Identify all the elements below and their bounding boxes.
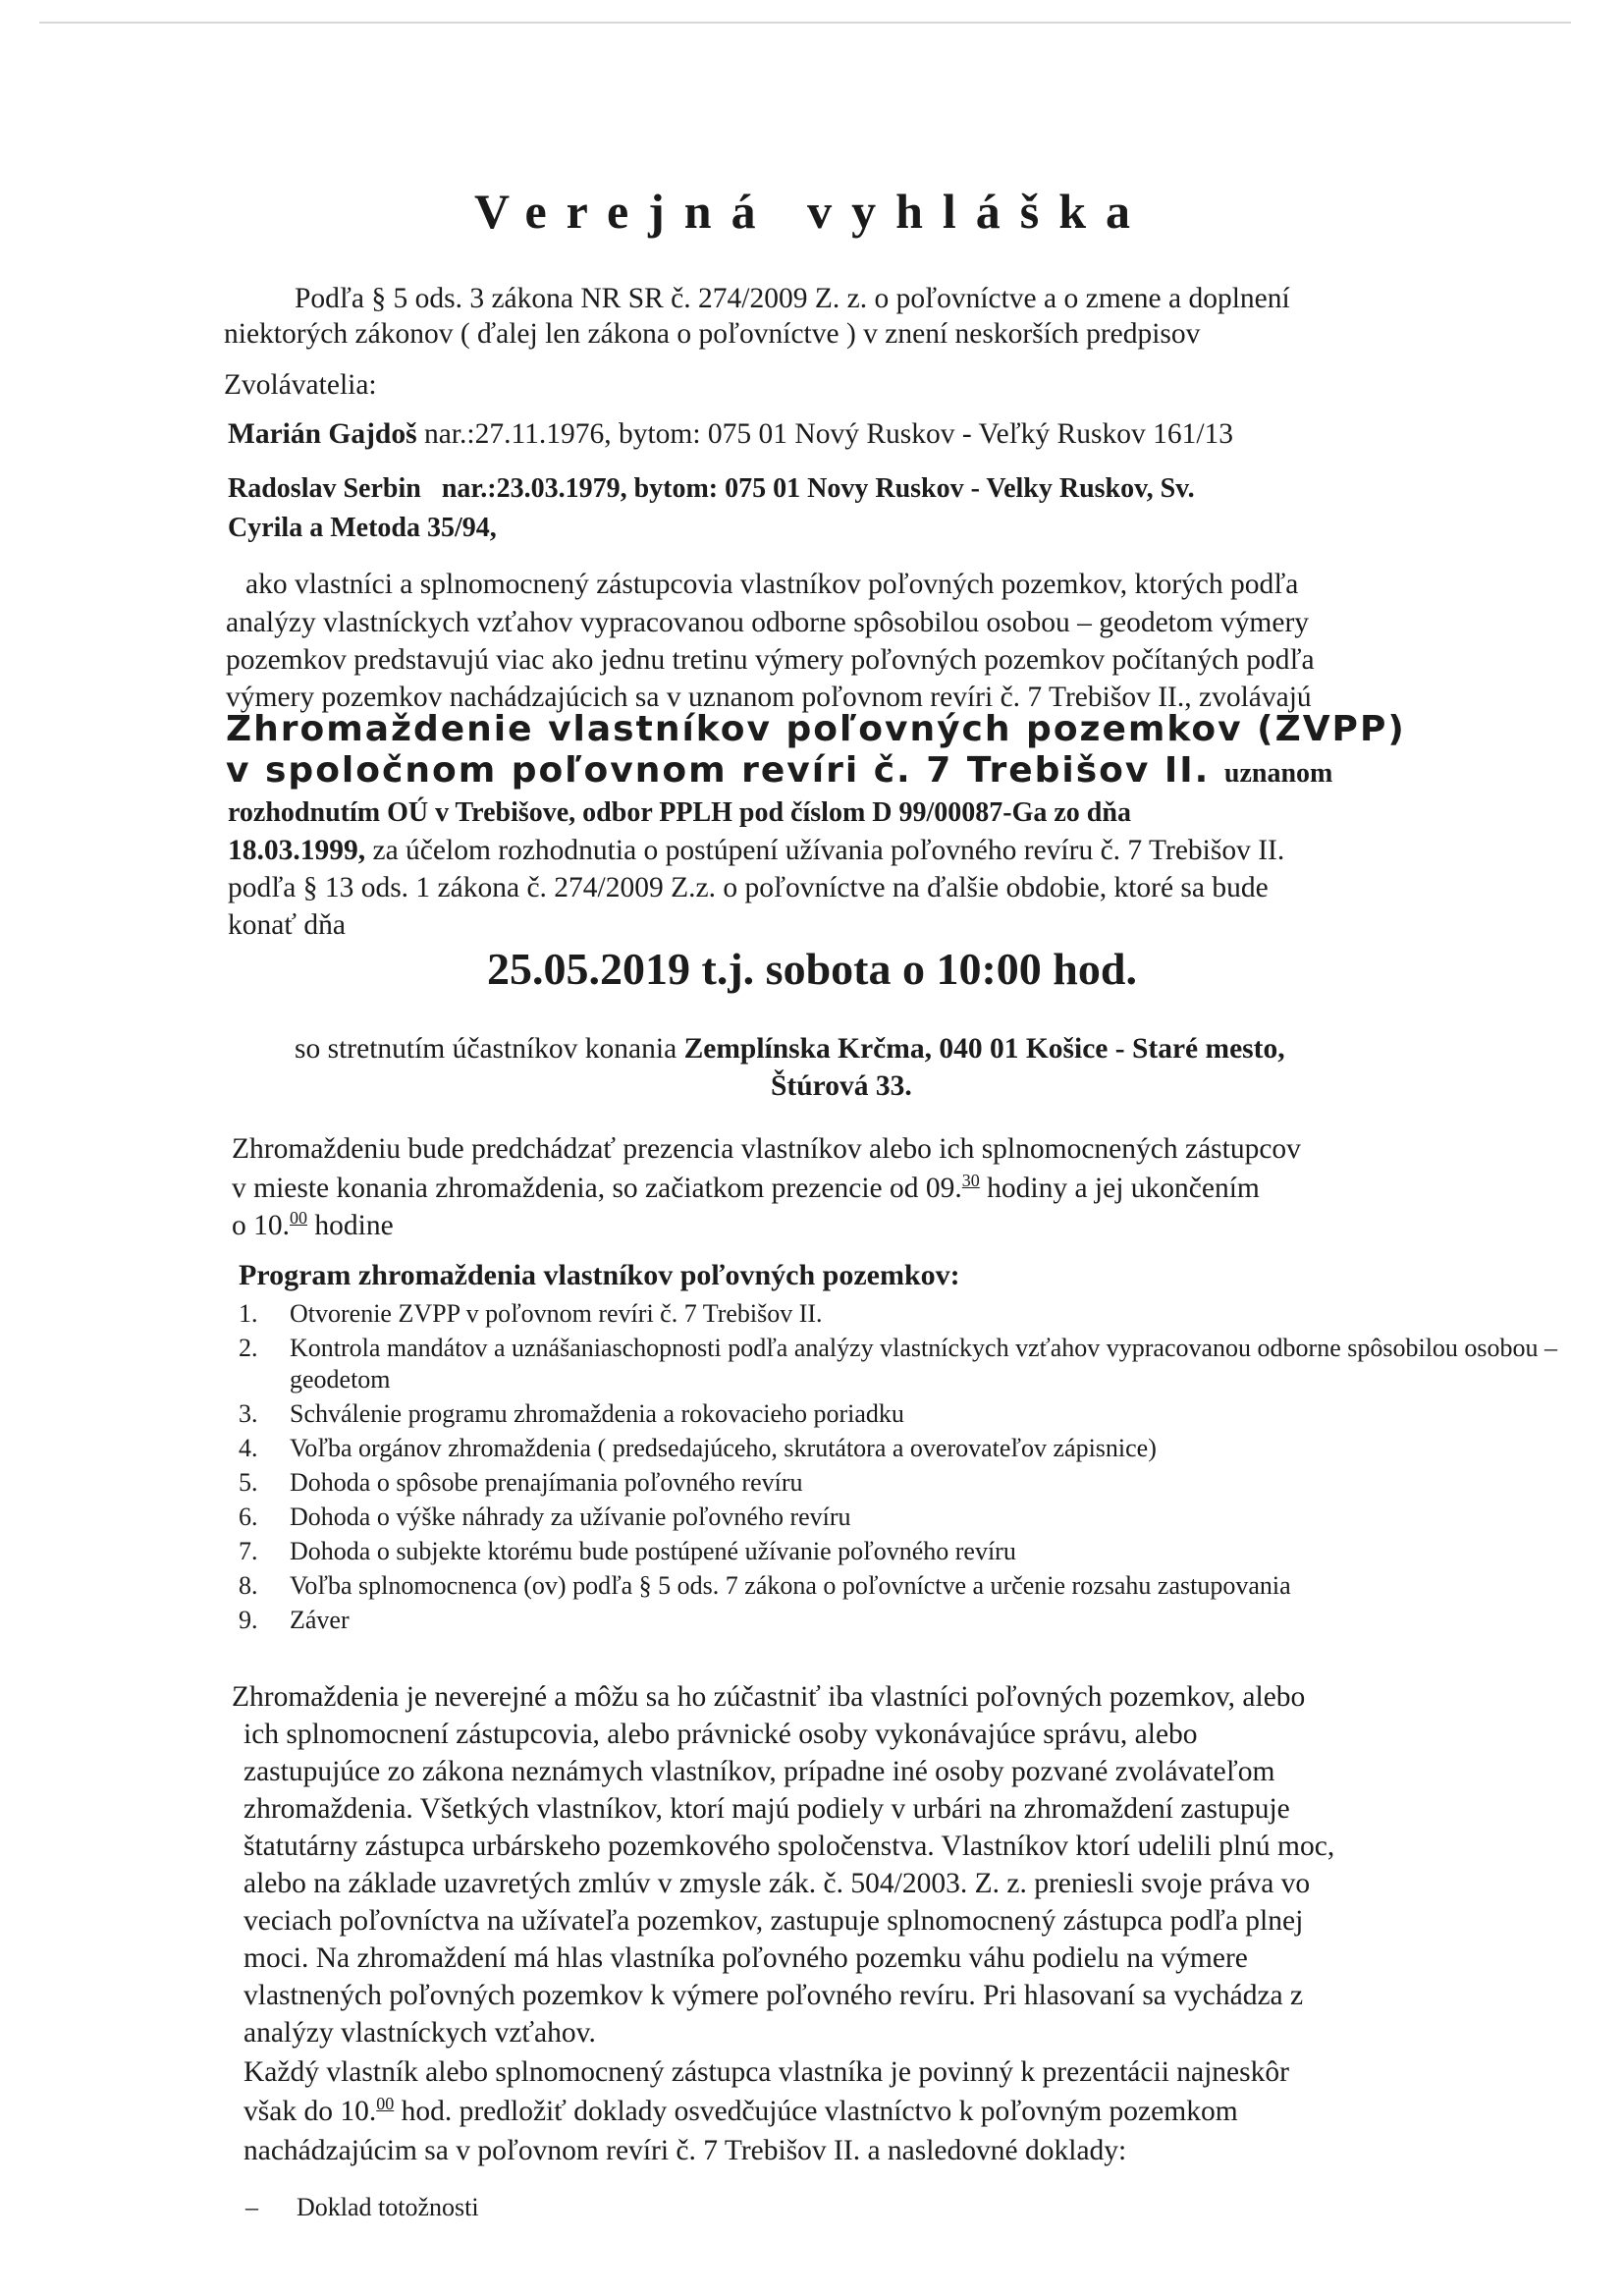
assembly-date-intro: konať dňa xyxy=(228,909,346,941)
program-item xyxy=(239,1333,1566,1395)
program-item-text: Dohoda o spôsobe prenajímania poľovného revíru xyxy=(290,1468,803,1497)
closing-line-3: zastupujúce zo zákona neznámych vlastníkov, prípadne iné osoby pozvané zvolávateľom xyxy=(244,1756,1275,1787)
assembly-heading-line-2-tail: uznanom xyxy=(1223,758,1333,789)
program-item xyxy=(239,1502,1566,1533)
convenor-2-line-2: Cyrila a Metoda 35/94, xyxy=(228,513,497,543)
closing-line-5: štatutárny zástupca urbárskeho pozemkového spoločenstva. Vlastníkov ktorí udelili plnú moc, xyxy=(244,1831,1335,1862)
closing-line-9: vlastnených poľovných pozemkov k výmere poľovného revíru. Pri hlasovaní sa vychádza z xyxy=(244,1980,1304,2011)
program-item-text: Záver xyxy=(290,1606,350,1634)
program-item-number: 6. xyxy=(239,1503,258,1531)
program-item xyxy=(239,1298,1566,1330)
venue-place: Zemplínska Krčma, 040 01 Košice - Staré mesto, xyxy=(683,1033,1285,1065)
program-item-text: Dohoda o výške náhrady za užívanie poľovného revíru xyxy=(290,1503,851,1531)
scan-edge-line xyxy=(39,22,1571,24)
program-item-text: Voľba orgánov zhromaždenia ( predsedajúceho, skrutátora a overovateľov zápisnice) xyxy=(290,1434,1157,1462)
venue-prefix: so stretnutím účastníkov konania xyxy=(295,1033,677,1065)
closing-line-7: veciach poľovníctva na užívateľa pozemkov, zastupuje splnomocnený zástupca podľa plnej xyxy=(244,1905,1304,1937)
program-item-number: 2. xyxy=(239,1334,258,1362)
closing-line-1: Zhromaždenia je neverejné a môžu sa ho zúčastniť iba vlastníci poľovných pozemkov, alebo xyxy=(232,1681,1306,1713)
closing-line-10: analýzy vlastníckych vzťahov. xyxy=(244,2017,596,2049)
convenor-2-line-1: nar.:23.03.1979, bytom: 075 01 Novy Ruskov - Velky Ruskov, Sv. xyxy=(441,473,1195,504)
program-heading: Program zhromaždenia vlastníkov poľovných pozemkov: xyxy=(239,1259,960,1291)
assembly-heading-line-1: Zhromaždenie vlastníkov poľovných pozemkov (ZVPP) xyxy=(226,709,1406,749)
program-item xyxy=(239,1398,1566,1430)
closing-line-8: moci. Na zhromaždení má hlas vlastníka poľovného pozemku váhu podielu na výmere xyxy=(244,1942,1248,1974)
convenor-2-name: Radoslav Serbin xyxy=(228,473,421,504)
document-list-item xyxy=(245,2193,479,2222)
registration-line-1: Zhromaždeniu bude predchádzať prezencia vlastníkov alebo ich splnomocnených zástupcov xyxy=(232,1133,1301,1165)
document-list-item-text: Doklad totožnosti xyxy=(297,2193,479,2221)
assembly-heading-line-2-text: v spoločnom poľovnom revíri č. 7 Trebišov II. xyxy=(226,750,1211,791)
body-line-4: výmery pozemkov nachádzajúcich sa v uznanom poľovnom revíri č. 7 Trebišov II., zvolávajú xyxy=(226,682,1312,713)
registration-end-minutes: 00 xyxy=(290,1208,307,1229)
duty-line-3: nachádzajúcim sa v poľovnom revíri č. 7 Trebišov II. a nasledovné doklady: xyxy=(244,2135,1127,2166)
registration-line-3-b: hodine xyxy=(307,1210,394,1241)
registration-line-2-b: hodiny a jej ukončením xyxy=(979,1173,1260,1204)
assembly-purpose-text: za účelom rozhodnutia o postúpení užívania poľovného revíru č. 7 Trebišov II. xyxy=(372,835,1285,866)
program-item-number: 4. xyxy=(239,1434,258,1462)
convenor-2 xyxy=(228,469,1195,509)
registration-start-minutes: 30 xyxy=(961,1171,980,1191)
decision-date: 18.03.1999, xyxy=(228,835,366,866)
convenor-1-details: nar.:27.11.1976, bytom: 075 01 Nový Ruskov - Veľký Ruskov 161/13 xyxy=(423,418,1234,450)
intro-line-1: Podľa § 5 ods. 3 zákona NR SR č. 274/2009 Z. z. o poľovníctve a o zmene a doplnení xyxy=(295,283,1290,314)
program-item xyxy=(239,1433,1566,1464)
program-item-number: 3. xyxy=(239,1399,258,1428)
duty-line-1: Každý vlastník alebo splnomocnený zástupca vlastníka je povinný k prezentácii najneskôr xyxy=(244,2056,1289,2088)
duty-deadline-minutes: 00 xyxy=(376,2094,395,2114)
registration-line-3-a: o 10. xyxy=(232,1210,290,1241)
intro-line-2: niektorých zákonov ( ďalej len zákona o poľovníctve ) v znení neskorších predpisov xyxy=(224,318,1201,350)
convenor-1 xyxy=(228,414,1233,454)
program-item-number: 5. xyxy=(239,1468,258,1497)
convenor-1-name: Marián Gajdoš xyxy=(228,418,417,450)
assembly-decision-line: rozhodnutím OÚ v Trebišove, odbor PPLH pod číslom D 99/00087-Ga zo dňa xyxy=(228,797,1131,828)
duty-line-2-a: však do 10. xyxy=(244,2096,377,2127)
body-line-2: analýzy vlastníckych vzťahov vypracovanou odborne spôsobilou osobou – geodetom výmery xyxy=(226,607,1310,638)
program-item-text: Otvorenie ZVPP v poľovnom revíri č. 7 Trebišov II. xyxy=(290,1299,823,1328)
registration-line-2-a: v mieste konania zhromaždenia, so začiatkom prezencie od 09. xyxy=(232,1173,962,1204)
assembly-heading-line-2 xyxy=(226,750,1332,794)
program-item xyxy=(239,1605,1566,1636)
program-item-number: 9. xyxy=(239,1606,258,1634)
registration-line-2 xyxy=(232,1169,1260,1208)
registration-line-3 xyxy=(232,1206,394,1245)
program-list xyxy=(239,1298,1566,1639)
body-line-3: pozemkov predstavujú viac ako jednu tretinu výmery poľovných pozemkov počítaných podľa xyxy=(226,644,1315,676)
program-item-text: Schválenie programu zhromaždenia a rokovacieho poriadku xyxy=(290,1399,904,1428)
meeting-date: 25.05.2019 t.j. sobota o 10:00 hod. xyxy=(487,944,1137,994)
program-item-number: 8. xyxy=(239,1571,258,1600)
program-item xyxy=(239,1570,1566,1602)
program-item-number: 7. xyxy=(239,1537,258,1565)
convenors-label: Zvolávatelia: xyxy=(224,369,377,401)
body-line-1: ako vlastníci a splnomocnený zástupcovia vlastníkov poľovných pozemkov, ktorých podľa xyxy=(245,569,1299,600)
program-item xyxy=(239,1467,1566,1499)
program-item-text: Kontrola mandátov a uznášaniaschopnosti podľa analýzy vlastníckych vzťahov vypracovanou odborne spôsobilou osobou – geodetom xyxy=(290,1334,1558,1394)
duty-line-2-b: hod. predložiť doklady osvedčujúce vlastníctvo k poľovným pozemkom xyxy=(394,2096,1238,2127)
program-item xyxy=(239,1536,1566,1567)
venue-street: Štúrová 33. xyxy=(771,1070,912,1102)
duty-line-2 xyxy=(244,2092,1238,2131)
venue-line xyxy=(295,1029,1285,1068)
program-item-text: Dohoda o subjekte ktorému bude postúpené užívanie poľovného revíru xyxy=(290,1537,1016,1565)
document-title: Verejná vyhláška xyxy=(473,184,1151,239)
program-item-text: Voľba splnomocnenca (ov) podľa § 5 ods. 7 zákona o poľovníctve a určenie rozsahu zastupovania xyxy=(290,1571,1291,1600)
dash-bullet: – xyxy=(245,2193,258,2221)
closing-line-2: ich splnomocnení zástupcovia, alebo právnické osoby vykonávajúce správu, alebo xyxy=(244,1719,1198,1750)
assembly-purpose-line xyxy=(228,831,1284,870)
closing-line-4: zhromaždenia. Všetkých vlastníkov, ktorí majú podiely v urbári na zhromaždení zastupuje xyxy=(244,1793,1290,1825)
program-item-number: 1. xyxy=(239,1299,258,1328)
closing-line-6: alebo na základe uzavretých zmlúv v zmysle zák. č. 504/2003. Z. z. preniesli svoje práva vo xyxy=(244,1868,1311,1899)
assembly-law-line: podľa § 13 ods. 1 zákona č. 274/2009 Z.z. o poľovníctve na ďalšie obdobie, ktoré sa bude xyxy=(228,872,1269,903)
